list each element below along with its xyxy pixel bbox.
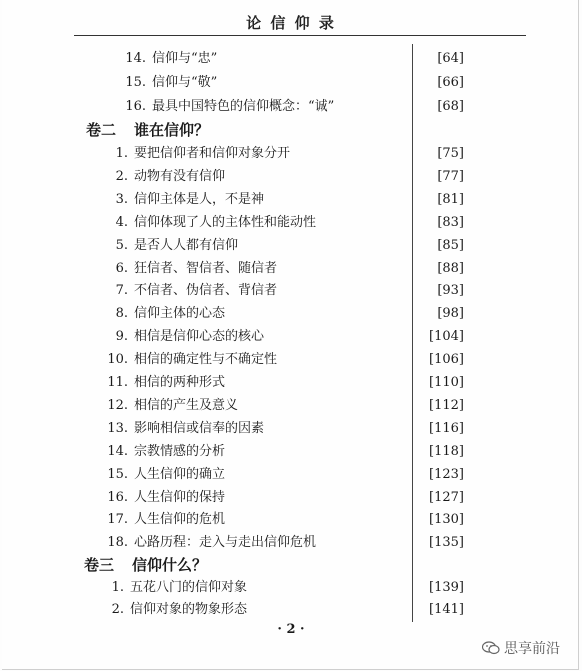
toc-entry <box>0 395 582 417</box>
toc-entry-page: [112] <box>429 397 464 413</box>
toc-entry-title: 影响相信或信奉的因素 <box>134 420 265 436</box>
toc-entry-title: 相信是信仰心态的核心 <box>134 329 265 345</box>
toc-entry-number: 14. <box>125 51 146 66</box>
toc-entry-title: 人生信仰的保持 <box>134 489 226 505</box>
toc-entry-number: 10. <box>107 352 128 368</box>
toc-entry-title: 信仰与“敬” <box>152 75 218 90</box>
toc-entry-page: [64] <box>437 51 464 66</box>
toc-entry-page: [130] <box>429 512 464 528</box>
toc-entry-number: 1. <box>111 580 124 595</box>
toc-entry-page: [116] <box>429 420 464 436</box>
toc-entry <box>0 577 582 599</box>
toc-entry <box>0 532 582 554</box>
toc-entry <box>0 166 582 188</box>
toc-entry-page: [77] <box>437 168 464 184</box>
toc-entry-page: [123] <box>429 466 464 482</box>
toc-entry <box>0 599 582 621</box>
toc-entry-page: [98] <box>437 306 464 322</box>
toc-entry-page: [85] <box>437 237 464 253</box>
toc-entry-number: 9. <box>115 329 128 345</box>
toc-entry-title: 狂信者、智信者、随信者 <box>134 260 278 276</box>
toc-entry-title: 信仰体现了人的主体性和能动性 <box>134 214 317 230</box>
toc-entry-title: 宗教情感的分析 <box>134 443 226 459</box>
toc-entry-page: [118] <box>429 443 464 459</box>
toc-entry <box>0 418 582 440</box>
toc-entry <box>0 303 582 325</box>
toc-entry <box>0 212 582 234</box>
toc-entry-number: 17. <box>107 512 128 528</box>
toc-entry <box>0 509 582 531</box>
toc-entry-number: 18. <box>107 535 128 551</box>
toc-entry <box>0 487 582 509</box>
toc-entry <box>0 143 582 165</box>
toc-entry-number: 14. <box>107 443 128 459</box>
toc-entry-page: [81] <box>437 191 464 207</box>
toc-entry-page: [127] <box>429 489 464 505</box>
toc-entry-title: 五花八门的信仰对象 <box>130 580 248 595</box>
toc-entry-page: [139] <box>429 580 464 595</box>
toc-entry-number: 4. <box>115 214 128 230</box>
toc-entry-number: 3. <box>115 191 128 207</box>
toc-entry <box>0 326 582 348</box>
toc-entry-page: [104] <box>429 329 464 345</box>
toc-entry-number: 13. <box>107 420 128 436</box>
toc-entry <box>0 48 582 70</box>
toc-entry-page: [68] <box>437 99 464 114</box>
toc-entry-number: 7. <box>115 283 128 299</box>
toc-entry-page: [83] <box>437 214 464 230</box>
section-label: 卷二 <box>86 121 117 139</box>
toc-entry-title: 人生信仰的确立 <box>134 466 226 482</box>
toc-entry-number: 16. <box>125 99 146 114</box>
toc-entry <box>0 372 582 394</box>
toc-entry-title: 心路历程：走入与走出信仰危机 <box>134 535 317 551</box>
toc-entry-number: 11. <box>107 375 128 390</box>
page-number-footer: · 2 · <box>277 622 305 637</box>
toc-entry-number: 15. <box>107 466 128 482</box>
toc-entry <box>0 72 582 94</box>
toc-entry-title: 信仰主体的心态 <box>134 306 226 322</box>
toc-entry-number: 15. <box>125 75 146 90</box>
section-question: 谁在信仰？ <box>134 121 210 139</box>
toc-entry-title: 信仰对象的物象形态 <box>130 602 248 617</box>
toc-entry <box>0 235 582 257</box>
toc-entry-number: 6. <box>115 260 128 276</box>
toc-entry-number: 12. <box>107 397 128 413</box>
toc-entry-title: 动物有没有信仰 <box>134 168 226 184</box>
toc-entry-page: [93] <box>437 283 464 299</box>
toc-entry-number: 1. <box>115 146 128 161</box>
toc-entry-page: [75] <box>437 146 464 161</box>
toc-entry-title: 信仰与“忠” <box>152 51 218 66</box>
toc-entry <box>0 441 582 463</box>
section-label: 卷三 <box>84 556 115 574</box>
toc-entry-title: 是否人人都有信仰 <box>134 237 239 253</box>
toc-entry-page: [110] <box>429 375 464 390</box>
watermark-text: 思享前沿 <box>504 641 560 657</box>
toc-entry-title: 信仰主体是人，不是神 <box>134 191 265 207</box>
toc-entry-number: 8. <box>115 306 128 322</box>
header-rule <box>74 35 526 36</box>
watermark <box>482 638 560 658</box>
toc-entry-title: 相信的确定性与不确定性 <box>134 352 278 368</box>
toc-entry-number: 2. <box>111 602 124 617</box>
page-header <box>0 12 582 33</box>
toc-entry-number: 16. <box>107 489 128 505</box>
toc-entry-page: [135] <box>429 535 464 551</box>
toc-entry-title: 相信的两种形式 <box>134 375 226 390</box>
toc-entry <box>0 280 582 302</box>
toc-entry-page: [141] <box>429 602 464 617</box>
toc-entry-number: 2. <box>115 168 128 184</box>
header-title: 论 信 仰 录 <box>246 14 336 32</box>
toc-entry-page: [88] <box>437 260 464 276</box>
toc-entry-title: 要把信仰者和信仰对象分开 <box>134 146 291 161</box>
toc-entry-page: [66] <box>437 75 464 90</box>
section-heading <box>86 118 209 142</box>
toc-entry <box>0 258 582 280</box>
toc-entry-title: 人生信仰的危机 <box>134 512 226 528</box>
toc-entry-title: 最具中国特色的信仰概念：“诚” <box>152 99 335 114</box>
toc-entry <box>0 96 582 118</box>
wechat-icon <box>482 641 500 655</box>
toc-entry <box>0 189 582 211</box>
toc-entry-title: 相信的产生及意义 <box>134 397 239 413</box>
section-question: 信仰什么？ <box>132 556 208 574</box>
toc-entry-number: 5. <box>115 237 128 253</box>
toc-entry <box>0 349 582 371</box>
toc-entry <box>0 464 582 486</box>
section-heading <box>84 553 207 577</box>
toc-entry-page: [106] <box>429 352 464 368</box>
toc-entry-title: 不信者、伪信者、背信者 <box>134 283 278 299</box>
